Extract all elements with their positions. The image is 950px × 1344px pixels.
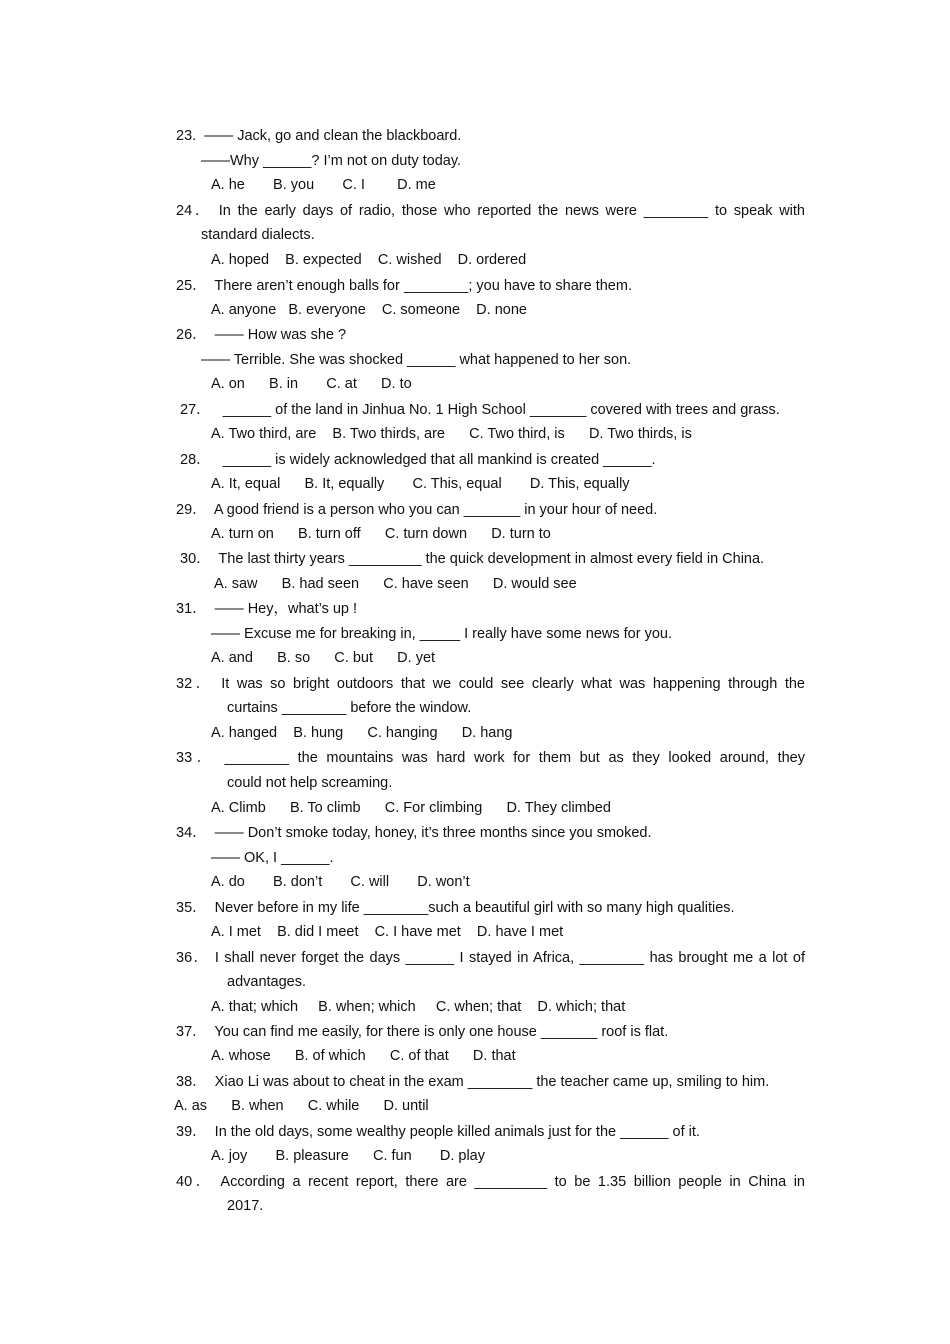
q30-options: A. saw B. had seen C. have seen D. would see bbox=[214, 576, 577, 592]
q32-stem: 32． It was so bright outdoors that we could see clearly what was happening through the bbox=[176, 676, 805, 692]
q36-stem: 36． I shall never forget the days ______ I stayed in Africa, ________ has brought me a lot of bbox=[176, 950, 805, 966]
q27-options: A. Two third, are B. Two thirds, are C. Two third, is D. Two thirds, is bbox=[211, 426, 692, 442]
q29-stem: 29． A good friend is a person who you can _______ in your hour of need. bbox=[176, 502, 658, 518]
q23-reply: ——Why ______? I’m not on duty today. bbox=[201, 153, 462, 169]
q26-stem: 26． —— How was she ? bbox=[176, 327, 347, 343]
q31-stem: 31． —— Hey，what’s up ! bbox=[176, 601, 358, 617]
q25-stem: 25． There aren’t enough balls for ________; you have to share them. bbox=[176, 278, 632, 294]
q28-options: A. It, equal B. It, equally C. This, equal D. This, equally bbox=[211, 476, 630, 492]
q24-options: A. hoped B. expected C. wished D. ordered bbox=[211, 252, 527, 268]
q28-stem: 28． ______ is widely acknowledged that all mankind is created ______. bbox=[180, 452, 656, 468]
q29-options: A. turn on B. turn off C. turn down D. turn to bbox=[211, 526, 551, 542]
q34-options: A. do B. don’t C. will D. won’t bbox=[211, 874, 470, 890]
q38-options: A. as B. when C. while D. until bbox=[174, 1098, 429, 1114]
q39-stem: 39． In the old days, some wealthy people killed animals just for the ______ of it. bbox=[176, 1124, 700, 1140]
q35-stem: 35． Never before in my life ________such a beautiful girl with so many high qualities. bbox=[176, 900, 735, 916]
q33-stem: 33． ________ the mountains was hard work for them but as they looked around, they bbox=[176, 750, 805, 766]
q40-stem: 40． According a recent report, there are _________ to be 1.35 billion people in China in bbox=[176, 1174, 805, 1190]
q37-stem: 37． You can find me easily, for there is only one house _______ roof is flat. bbox=[176, 1024, 669, 1040]
q33-options: A. Climb B. To climb C. For climbing D. They climbed bbox=[211, 800, 611, 816]
q40-stem-cont: 2017. bbox=[227, 1198, 264, 1214]
q32-stem-cont: curtains ________ before the window. bbox=[227, 700, 472, 716]
q32-options: A. hanged B. hung C. hanging D. hang bbox=[211, 725, 513, 741]
q30-stem: 30． The last thirty years _________ the quick development in almost every field in China. bbox=[180, 551, 765, 567]
q31-options: A. and B. so C. but D. yet bbox=[211, 650, 436, 666]
q25-options: A. anyone B. everyone C. someone D. none bbox=[211, 302, 527, 318]
q37-options: A. whose B. of which C. of that D. that bbox=[211, 1048, 516, 1064]
q39-options: A. joy B. pleasure C. fun D. play bbox=[211, 1148, 485, 1164]
q26-reply: —— Terrible. She was shocked ______ what happened to her son. bbox=[201, 352, 632, 368]
q38-stem: 38． Xiao Li was about to cheat in the exam ________ the teacher came up, smiling to him. bbox=[176, 1074, 770, 1090]
q33-stem-cont: could not help screaming. bbox=[227, 775, 393, 791]
q36-options: A. that; which B. when; which C. when; that D. which; that bbox=[211, 999, 626, 1015]
q23-stem: 23. —— Jack, go and clean the blackboard. bbox=[176, 128, 462, 144]
q35-options: A. I met B. did I meet C. I have met D. have I met bbox=[211, 924, 564, 940]
q34-reply: —— OK, I ______. bbox=[211, 850, 334, 866]
q26-options: A. on B. in C. at D. to bbox=[211, 376, 412, 392]
q27-stem: 27． ______ of the land in Jinhua No. 1 High School _______ covered with trees and grass. bbox=[180, 402, 780, 418]
q31-reply: —— Excuse me for breaking in, _____ I really have some news for you. bbox=[211, 626, 672, 642]
q24-stem-cont: standard dialects. bbox=[201, 227, 315, 243]
q34-stem: 34． —— Don’t smoke today, honey, it’s three months since you smoked. bbox=[176, 825, 652, 841]
q24-stem: 24． In the early days of radio, those who reported the news were ________ to speak with bbox=[176, 203, 805, 219]
q36-stem-cont: advantages. bbox=[227, 974, 307, 990]
q23-options: A. he B. you C. I D. me bbox=[211, 177, 436, 193]
